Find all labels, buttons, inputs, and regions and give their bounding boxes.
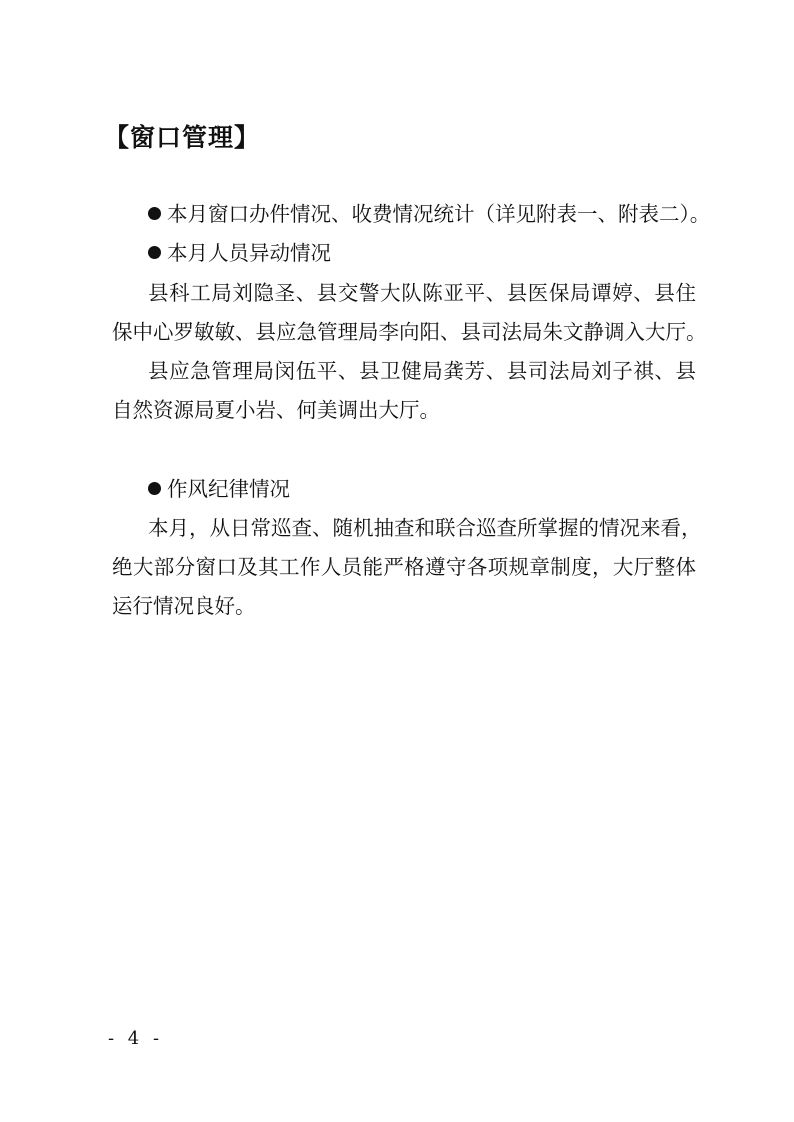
- bullet-item-window-stats: [148, 200, 710, 228]
- section-heading: 【窗口管理】: [104, 123, 261, 152]
- paragraph-line: 本月，从日常巡查、随机抽查和联合巡查所掌握的情况来看，: [148, 516, 702, 540]
- bullet-item-label: 本月窗口办件情况、收费情况统计（详见附表一、附表二）。: [167, 202, 711, 226]
- bullet-icon: [148, 207, 161, 220]
- page-number: - 4 -: [108, 1028, 164, 1049]
- bullet-item-discipline: [148, 475, 290, 503]
- bullet-item-label: 本月人员异动情况: [167, 241, 331, 265]
- paragraph-line: 运行情况良好。: [112, 594, 256, 618]
- paragraph-line: 自然资源局夏小岩、何美调出大厅。: [112, 398, 440, 422]
- bullet-icon: [148, 246, 161, 259]
- bullet-item-label: 作风纪律情况: [167, 477, 290, 501]
- bullet-icon: [148, 482, 161, 495]
- paragraph-line: 县科工局刘隐圣、县交警大队陈亚平、县医保局谭婷、县住: [148, 281, 696, 305]
- paragraph-line: 保中心罗敏敏、县应急管理局李向阳、县司法局朱文静调入大厅。: [112, 320, 707, 344]
- bullet-item-personnel-changes: [148, 239, 331, 267]
- paragraph-line: 县应急管理局闵伍平、县卫健局龚芳、县司法局刘子祺、县: [148, 359, 696, 383]
- paragraph-line: 绝大部分窗口及其工作人员能严格遵守各项规章制度，大厅整体: [112, 555, 696, 579]
